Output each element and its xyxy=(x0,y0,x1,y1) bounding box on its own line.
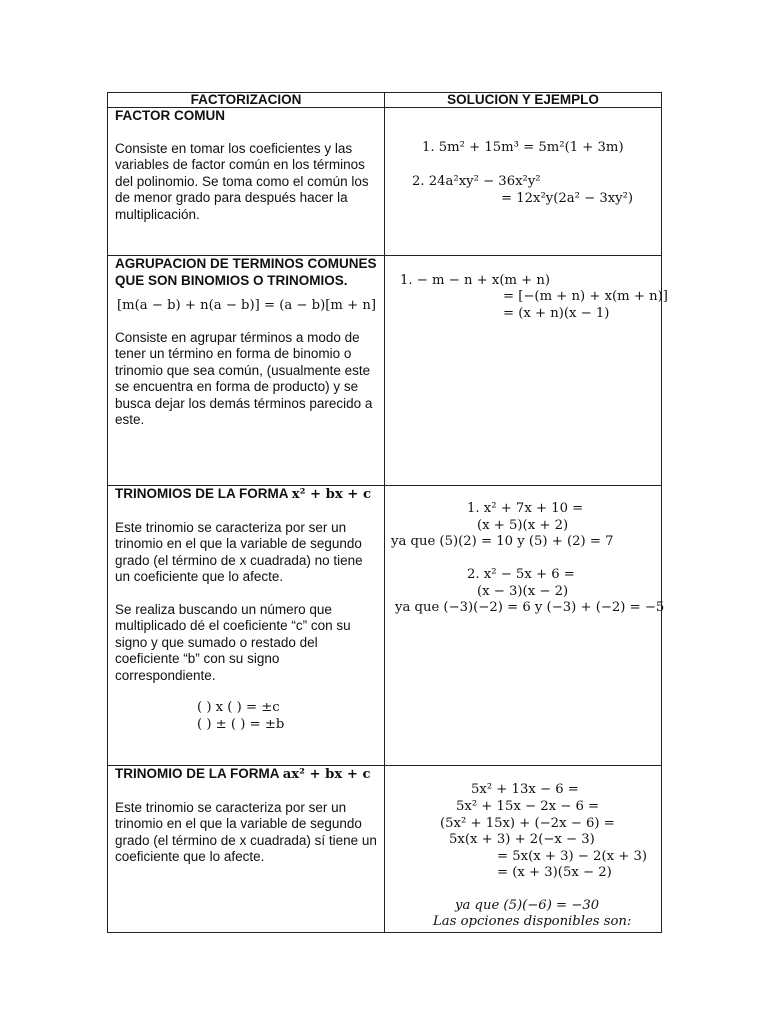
example-line: 2. 24a²xy² − 36x²y² xyxy=(412,174,541,189)
example-line: = (x + 3)(5x − 2) xyxy=(497,865,612,880)
method-cell xyxy=(108,766,385,933)
example-line: (5x² + 15x) + (−2x − 6) = xyxy=(440,816,615,831)
method-formula: ( ) x ( ) = ±c xyxy=(197,700,280,715)
method-description: Consiste en tomar los coeficientes y las variables de factor común en los términos del polinomio. Se toma como el común los de menor grado para después hacer la multiplicación. xyxy=(115,140,369,222)
example-line: 2. x² − 5x + 6 = xyxy=(467,567,575,582)
header-factorizacion: FACTORIZACION xyxy=(108,93,385,108)
example-line: 5x(x + 3) + 2(−x − 3) xyxy=(449,832,595,847)
example-line: ya que (5)(2) = 10 y (5) + (2) = 7 xyxy=(391,534,614,549)
row-trinomio-coeficiente xyxy=(108,766,662,933)
example-line: = 12x²y(2a² − 3xy²) xyxy=(501,191,634,206)
example-line: 1. 5m² + 15m³ = 5m²(1 + 3m) xyxy=(422,140,624,155)
row-agrupacion xyxy=(108,256,662,486)
method-description: Este trinomio se caracteriza por ser un trinomio en el que la variable de segundo grado (el término de x cuadrada) no tiene un coeficiente que lo afecte. xyxy=(115,519,363,584)
method-description-2: Se realiza buscando un número que multiplicado dé el coeficiente “c” con su signo y que sumado o restado del coeficiente “b” con su signo correspondiente. xyxy=(115,601,351,683)
method-title-math: ax² + bx + c xyxy=(282,767,371,782)
row-factor-comun xyxy=(108,108,662,256)
header-solucion: SOLUCION Y EJEMPLO xyxy=(385,93,662,108)
example-line: ya que (−3)(−2) = 6 y (−3) + (−2) = −5 xyxy=(395,600,665,615)
method-title-text: TRINOMIO DE LA FORMA xyxy=(115,766,279,781)
example-cell xyxy=(385,256,668,486)
example-line: Las opciones disponibles son: xyxy=(433,914,632,929)
factorization-table xyxy=(107,92,668,933)
example-line: = [−(m + n) + x(m + n)] xyxy=(503,289,668,304)
example-line: ya que (5)(−6) = −30 xyxy=(455,898,600,913)
method-title xyxy=(115,766,378,784)
method-title-math: x² + bx + c xyxy=(291,487,371,502)
method-cell xyxy=(108,108,385,256)
example-cell xyxy=(385,766,662,933)
method-description: Este trinomio se caracteriza por ser un trinomio en el que la variable de segundo grado (el término de x cuadrada) sí tiene un coeficiente que lo afecte. xyxy=(115,799,377,864)
method-title: FACTOR COMUN xyxy=(115,108,225,123)
example-line: (x + 5)(x + 2) xyxy=(477,518,569,533)
method-cell xyxy=(108,256,385,486)
method-title: AGRUPACION DE TERMINOS COMUNES QUE SON BINOMIOS O TRINOMIOS. xyxy=(115,256,377,288)
example-line: = 5x(x + 3) − 2(x + 3) xyxy=(497,849,647,864)
example-line: 5x² + 15x − 2x − 6 = xyxy=(456,799,600,814)
method-description: Consiste en agrupar términos a modo de tener un término en forma de binomio o trinomio que sea común, (usualmente este se encuentra en forma de producto) y se busca dejar los demás términos parecido a este. xyxy=(115,329,373,427)
method-formula: [m(a − b) + n(a − b)] = (a − b)[m + n] xyxy=(117,298,376,313)
table-header-row xyxy=(108,93,662,108)
example-cell xyxy=(385,108,662,256)
example-line: 1. x² + 7x + 10 = xyxy=(467,501,584,516)
method-cell xyxy=(108,486,385,766)
example-line: 1. − m − n + x(m + n) xyxy=(400,273,551,288)
example-line: = (x + n)(x − 1) xyxy=(503,306,610,321)
example-cell xyxy=(385,486,665,766)
method-formula: ( ) ± ( ) = ±b xyxy=(197,716,285,732)
example-line: (x − 3)(x − 2) xyxy=(477,584,569,599)
method-title-text: TRINOMIOS DE LA FORMA xyxy=(115,486,288,501)
example-line: 5x² + 13x − 6 = xyxy=(471,782,579,797)
method-title xyxy=(115,486,378,504)
row-trinomio-simple xyxy=(108,486,662,766)
